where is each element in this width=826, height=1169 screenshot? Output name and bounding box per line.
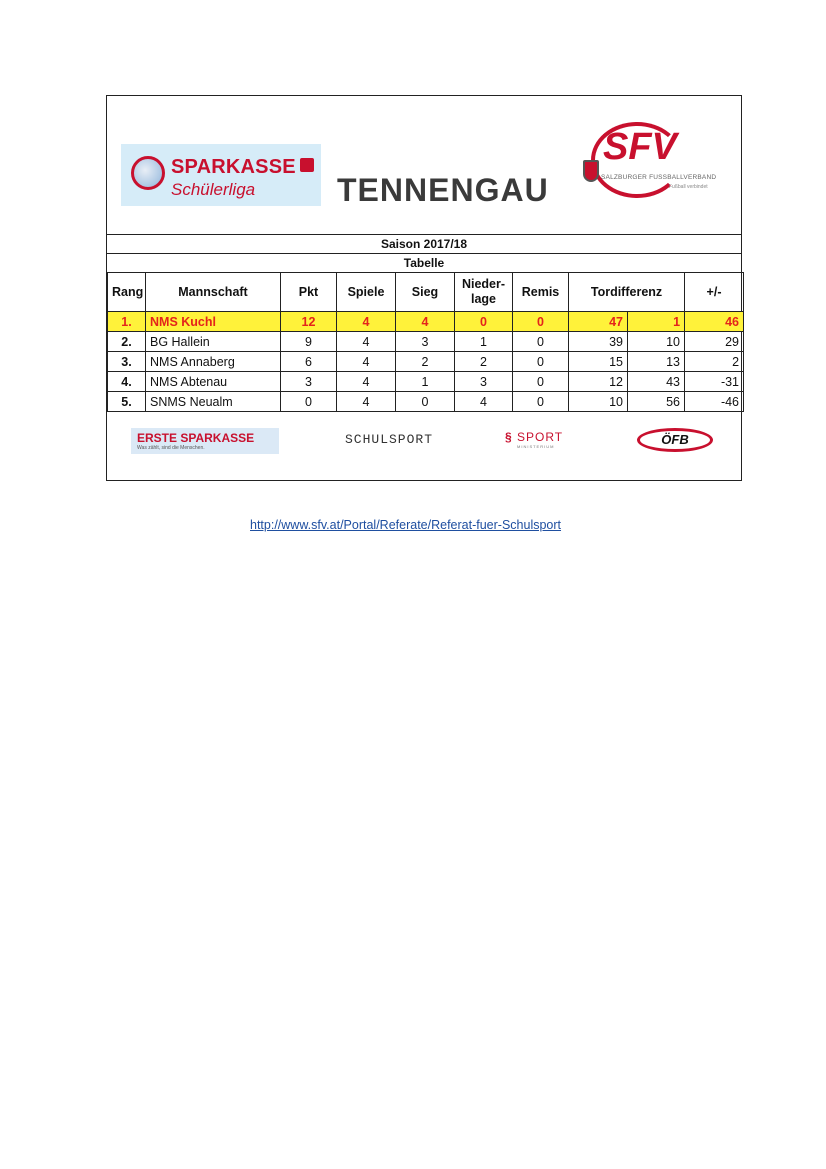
cell-diff: 29 <box>685 332 744 352</box>
cell-rang: 1. <box>108 312 146 332</box>
col-header-sieg: Sieg <box>396 273 455 312</box>
table-row <box>108 332 744 352</box>
col-header-remis: Remis <box>513 273 569 312</box>
sparkasse-s-icon <box>300 158 314 172</box>
table-header-row <box>108 273 744 312</box>
football-icon <box>131 156 165 190</box>
cell-diff: -31 <box>685 372 744 392</box>
erste-sparkasse-logo <box>131 428 279 454</box>
col-header-spiele: Spiele <box>337 273 396 312</box>
cell-spiele: 4 <box>337 332 396 352</box>
cell-team: NMS Abtenau <box>146 372 281 392</box>
schulsport-logo: SCHULSPORT <box>345 432 434 447</box>
cell-pkt: 3 <box>281 372 337 392</box>
cell-niederlage: 2 <box>455 352 513 372</box>
cell-tore-minus: 13 <box>628 352 685 372</box>
table-row <box>108 372 744 392</box>
crest-icon <box>583 160 599 182</box>
cell-remis: 0 <box>513 392 569 412</box>
cell-team: BG Hallein <box>146 332 281 352</box>
table-label: Tabelle <box>107 253 741 272</box>
cell-niederlage: 4 <box>455 392 513 412</box>
cell-sieg: 3 <box>396 332 455 352</box>
cell-sieg: 0 <box>396 392 455 412</box>
cell-tore-plus: 39 <box>569 332 628 352</box>
cell-niederlage: 0 <box>455 312 513 332</box>
page-title: TENNENGAU <box>337 172 549 208</box>
sfv-logo-text: SFV <box>603 126 677 168</box>
cell-pkt: 12 <box>281 312 337 332</box>
cell-tore-plus: 10 <box>569 392 628 412</box>
cell-tore-minus: 1 <box>628 312 685 332</box>
cell-spiele: 4 <box>337 352 396 372</box>
cell-tore-minus: 56 <box>628 392 685 412</box>
oefb-logo: ÖFB <box>637 428 713 452</box>
table-row <box>108 392 744 412</box>
cell-niederlage: 3 <box>455 372 513 392</box>
cell-tore-plus: 15 <box>569 352 628 372</box>
col-header-pkt: Pkt <box>281 273 337 312</box>
sport-logo-sub: MINISTERIUM <box>517 444 555 449</box>
cell-rang: 4. <box>108 372 146 392</box>
cell-sieg: 4 <box>396 312 455 332</box>
season-label: Saison 2017/18 <box>107 234 741 253</box>
sfv-logo <box>577 120 727 200</box>
cell-diff: 46 <box>685 312 744 332</box>
col-header-niederlage: Nieder- lage <box>455 273 513 312</box>
col-header-plusminus: +/- <box>685 273 744 312</box>
cell-pkt: 0 <box>281 392 337 412</box>
erste-logo-text: ERSTE SPARKASSE <box>137 431 255 445</box>
standings-frame <box>106 95 742 481</box>
col-header-team: Mannschaft <box>146 273 281 312</box>
cell-sieg: 1 <box>396 372 455 392</box>
cell-diff: 2 <box>685 352 744 372</box>
cell-sieg: 2 <box>396 352 455 372</box>
cell-spiele: 4 <box>337 392 396 412</box>
cell-team: NMS Kuchl <box>146 312 281 332</box>
sponsor-bar <box>107 414 741 480</box>
sfv-logo-subtitle: SALZBURGER FUSSBALLVERBAND <box>601 174 717 181</box>
logo-left-line2: Schülerliga <box>171 180 256 199</box>
col-header-rang: Rang <box>108 273 146 312</box>
sportministerium-logo <box>505 430 563 449</box>
sport-logo-text: SPORT <box>517 430 564 444</box>
cell-pkt: 9 <box>281 332 337 352</box>
cell-team: NMS Annaberg <box>146 352 281 372</box>
cell-remis: 0 <box>513 312 569 332</box>
logo-left-line1: SPARKASSE <box>171 156 296 178</box>
cell-tore-minus: 43 <box>628 372 685 392</box>
cell-pkt: 6 <box>281 352 337 372</box>
cell-remis: 0 <box>513 332 569 352</box>
cell-team: SNMS Neualm <box>146 392 281 412</box>
cell-tore-plus: 12 <box>569 372 628 392</box>
cell-tore-plus: 47 <box>569 312 628 332</box>
cell-spiele: 4 <box>337 372 396 392</box>
cell-spiele: 4 <box>337 312 396 332</box>
standings-table <box>107 272 744 412</box>
sfv-logo-tagline: Fußball verbindet <box>669 184 708 190</box>
sparkasse-schuelerliga-logo <box>121 144 321 206</box>
cell-diff: -46 <box>685 392 744 412</box>
cell-rang: 2. <box>108 332 146 352</box>
schulsport-link[interactable]: http://www.sfv.at/Portal/Referate/Referat-fuer-Schulsport <box>250 518 562 532</box>
col-header-tordifferenz: Tordifferenz <box>569 273 685 312</box>
cell-remis: 0 <box>513 352 569 372</box>
sport-s-icon: § <box>505 430 518 444</box>
cell-remis: 0 <box>513 372 569 392</box>
erste-logo-tagline: Was zählt, sind die Menschen. <box>137 445 205 451</box>
cell-rang: 5. <box>108 392 146 412</box>
header <box>107 96 741 234</box>
cell-rang: 3. <box>108 352 146 372</box>
table-row <box>108 312 744 332</box>
cell-tore-minus: 10 <box>628 332 685 352</box>
cell-niederlage: 1 <box>455 332 513 352</box>
table-row <box>108 352 744 372</box>
